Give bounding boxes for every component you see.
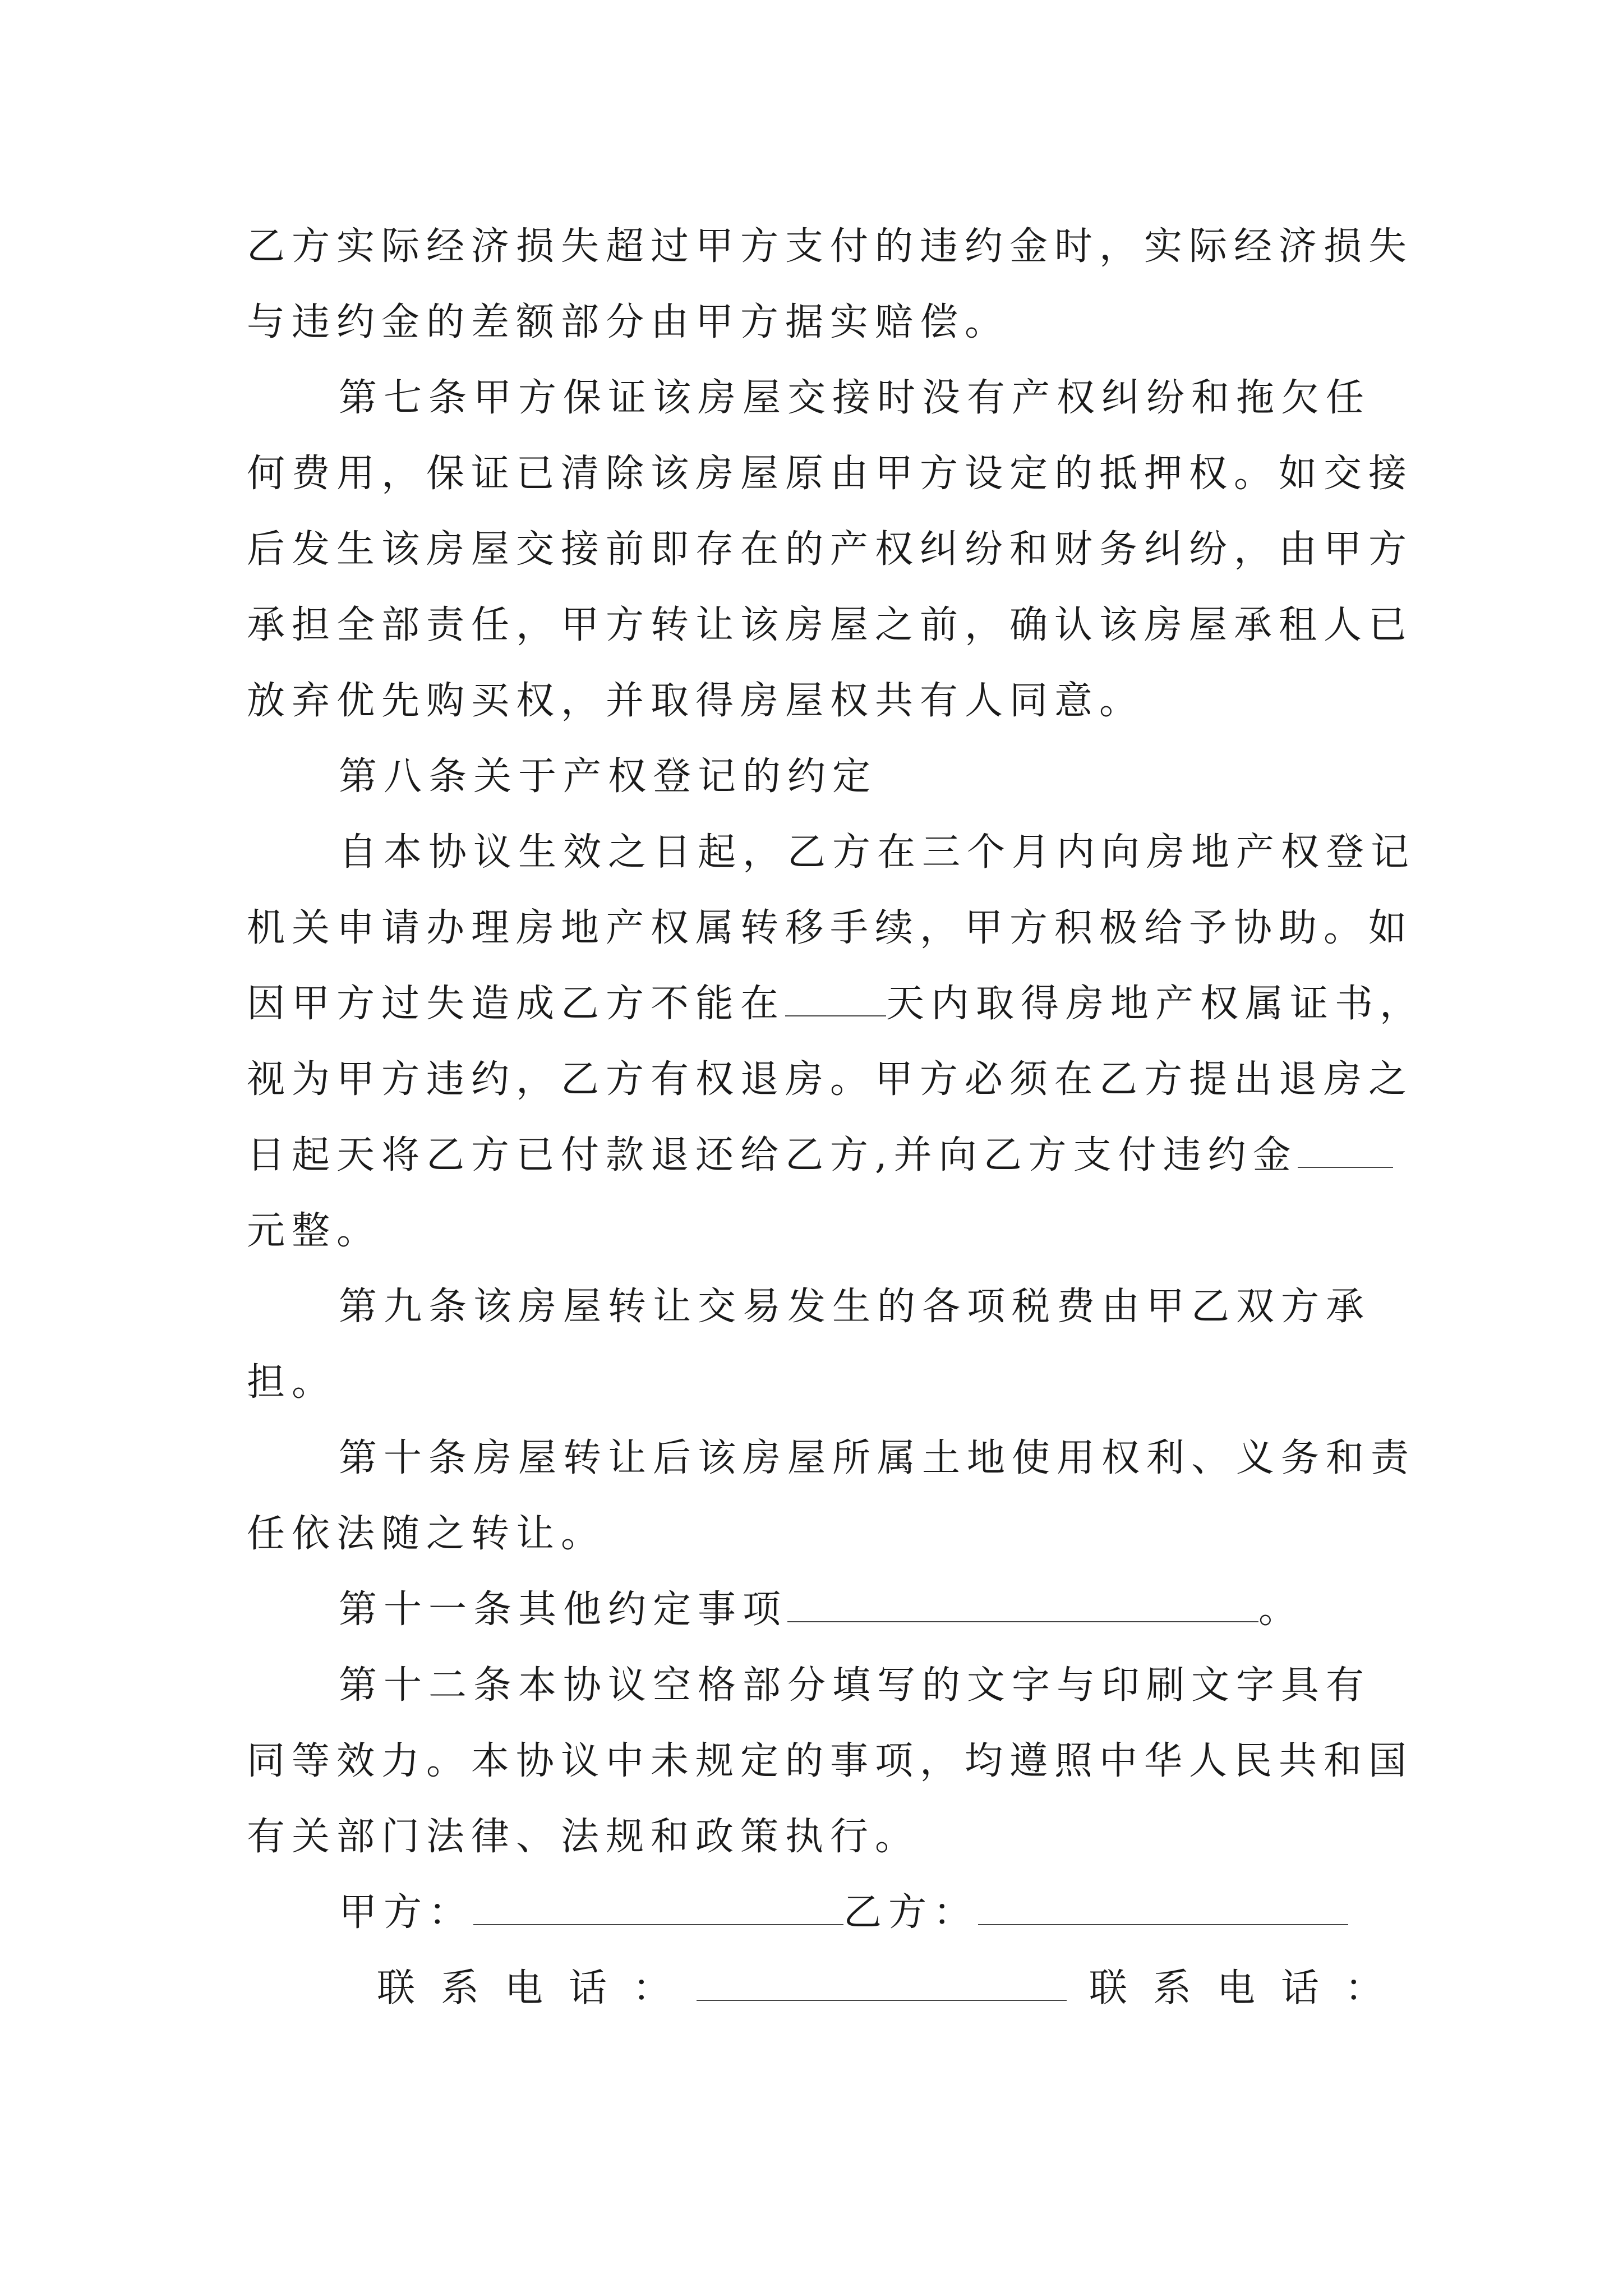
text-line: 承担全部责任，甲方转让该房屋之前，确认该房屋承租人已 [247, 603, 1414, 647]
fill-in-blank-days[interactable] [785, 983, 886, 1016]
text-line-with-blank [247, 982, 1424, 1027]
text-line: 同等效力。本协议中未规定的事项，均遵照中华人民共和国 [247, 1739, 1414, 1783]
text-line: 任依法随之转让。 [247, 1512, 606, 1556]
text-line: 元整。 [247, 1209, 382, 1253]
party-b-signature-blank[interactable] [978, 1892, 1348, 1925]
text-segment: 日起天将乙方已付款退还给乙方,并向乙方支付违约金 [247, 1133, 1298, 1177]
phone-label-a: 联系电话： [377, 1966, 697, 2010]
text-line-with-blank [247, 1133, 1393, 1178]
clause-9-heading: 第九条该房屋转让交易发生的各项税费由甲乙双方承 [339, 1285, 1371, 1329]
text-line: 与违约金的差额部分由甲方据实赔偿。 [247, 300, 1010, 344]
text-line: 担。 [247, 1360, 337, 1405]
phone-a-blank[interactable] [697, 1967, 1067, 2001]
signature-row [339, 1890, 1348, 1935]
clause-12-heading: 第十二条本协议空格部分填写的文字与印刷文字具有 [339, 1663, 1371, 1708]
text-line: 后发生该房屋交接前即存在的产权纠纷和财务纠纷，由甲方 [247, 527, 1414, 572]
fill-in-blank-other[interactable] [787, 1589, 1258, 1622]
party-a-signature-blank[interactable] [473, 1892, 843, 1925]
text-line: 何费用，保证已清除该房屋原由甲方设定的抵押权。如交接 [247, 452, 1414, 496]
text-segment: 第十一条其他约定事项 [339, 1588, 788, 1632]
text-line: 自本协议生效之日起，乙方在三个月内向房地产权登记 [339, 830, 1416, 875]
text-line: 乙方实际经济损失超过甲方支付的违约金时，实际经济损失 [247, 224, 1414, 269]
clause-8-heading: 第八条关于产权登记的约定 [339, 754, 878, 799]
text-line: 有关部门法律、法规和政策执行。 [247, 1815, 920, 1859]
clause-10-heading: 第十条房屋转让后该房屋所属土地使用权利、义务和责 [339, 1436, 1416, 1480]
phone-row [377, 1966, 1409, 2011]
text-line: 机关申请办理房地产权属转移手续，甲方积极给予协助。如 [247, 906, 1414, 950]
text-line: 放弃优先购买权，并取得房屋权共有人同意。 [247, 679, 1145, 723]
clause-11-line [339, 1588, 1303, 1632]
text-line: 视为甲方违约，乙方有权退房。甲方必须在乙方提出退房之 [247, 1057, 1414, 1102]
text-segment: 。 [1258, 1588, 1304, 1632]
party-a-label: 甲方： [339, 1890, 474, 1935]
clause-7-heading: 第七条甲方保证该房屋交接时没有产权纠纷和拖欠任 [339, 376, 1371, 420]
phone-label-b: 联系电话： [1089, 1966, 1409, 2010]
text-segment: 天内取得房地产权属证书， [886, 982, 1425, 1026]
text-segment: 因甲方过失造成乙方不能在 [247, 982, 786, 1026]
party-b-label: 乙方： [843, 1890, 979, 1935]
fill-in-blank-penalty[interactable] [1298, 1134, 1393, 1168]
